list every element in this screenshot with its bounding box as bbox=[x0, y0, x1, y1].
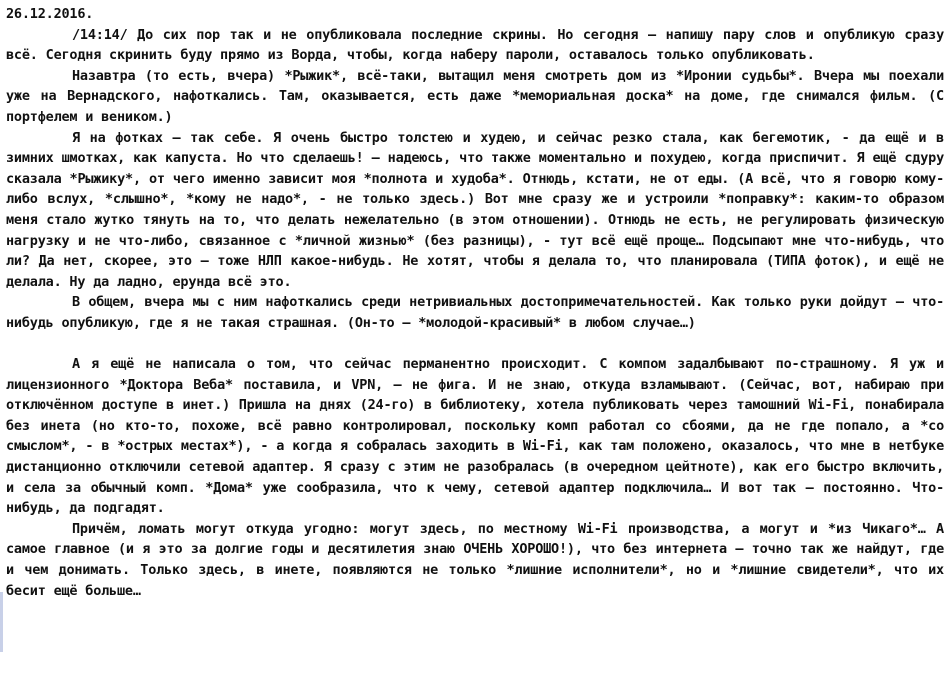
paragraph-1: /14:14/ До сих пор так и не опубликовала последние скрины. Но сегодня – напишу пару слов и опубликую сразу всё. Сегодня скринить буду прямо из Ворда, чтобы, когда наберу пароли, оставалось только опубликовать. bbox=[6, 26, 944, 64]
paragraph-3: Я на фотках – так себе. Я очень быстро толстею и худею, и сейчас резко стала, как бегемотик, - да ещё и в зимних шмотках, как капуста. Но что сделаешь! – надеюсь, что также моментально и похудею, когда приспичит. Я ещё сдуру сказала *Рыжику*, от чего именно зависит моя *полнота и худоба*. Отнюдь, кстати, не от еды. (А всё, что я говорю кому-либо вслух, *слышно*, *кому не надо*, - не только здесь.) Вот мне сразу же и устроили *поправку*: каким-то образом меня стало жутко тянуть на то, что делать нежелательно (в этом отношении). Отнюдь не есть, не регулировать физическую нагрузку и не что-либо, связанное с *личной жизнью* (без разницы), - тут всё ещё проще… Подсыпают мне что-нибудь, что ли? Да нет, скорее, это – тоже НЛП какое-нибудь. Не хотят, чтобы я делала то, что планировала (ТИПА фоток), и ещё не делала. Ну да ладно, ерунда всё это. bbox=[6, 129, 944, 290]
paragraph-2: Назавтра (то есть, вчера) *Рыжик*, всё-таки, вытащил меня смотреть дом из *Иронии судьбы*. Вчера мы поехали уже на Вернадского, нафоткались. Там, оказывается, есть даже *мемориальная доска* на доме, где снимался фильм. (С портфелем и веником.) bbox=[6, 67, 944, 125]
paragraph-5: А я ещё не написала о том, что сейчас перманентно происходит. С компом задалбывают по-страшному. Я уж и лицензионного *Доктора Веба* поставила, и VPN, – не фига. И не знаю, откуда взламывают. (Сейчас, вот, набираю при отключённом доступе в инет.) Пришла на днях (24-го) в библиотеку, хотела публиковать через тамошний Wi-Fi, понабирала без инета (но кто-то, похоже, всё равно контролировал, поскольку комп работал со сбоями, да не где попало, а *со смыслом*, - в *острых местах*), - а когда я собралась заходить в Wi-Fi, как там положено, оказалось, что мне в нетбуке дистанционно отключили сетевой адаптер. Я сразу с этим не разобралась (в очередном цейтноте), как его быстро включить, и села за обычный комп. *Дома* уже сообразила, что к чему, сетевой адаптер подключила… И вот так – постоянно. Что-нибудь, да подгадят. bbox=[6, 356, 944, 517]
paragraph-4: В общем, вчера мы с ним нафоткались среди нетривиальных достопримечательностей. Как только руки дойдут – что-нибудь опубликую, где я не такая страшная. (Он-то – *молодой-красивый* в любом случае…) bbox=[6, 294, 944, 331]
document-page bbox=[6, 4, 944, 601]
margin-marker bbox=[0, 592, 3, 652]
document-date: 26.12.2016. bbox=[6, 6, 94, 22]
blank-line bbox=[6, 334, 944, 355]
paragraph-6: Причём, ломать могут откуда угодно: могут здесь, по местному Wi-Fi производства, а могут и *из Чикаго*… А самое главное (и я это за долгие годы и десятилетия знаю ОЧЕНЬ ХОРОШО!), что без интернета – точно так же найдут, где и чем донимать. Только здесь, в инете, появляются не только *лишние исполнители*, но и *лишние свидетели*, что их бесит ещё больше… bbox=[6, 520, 944, 599]
